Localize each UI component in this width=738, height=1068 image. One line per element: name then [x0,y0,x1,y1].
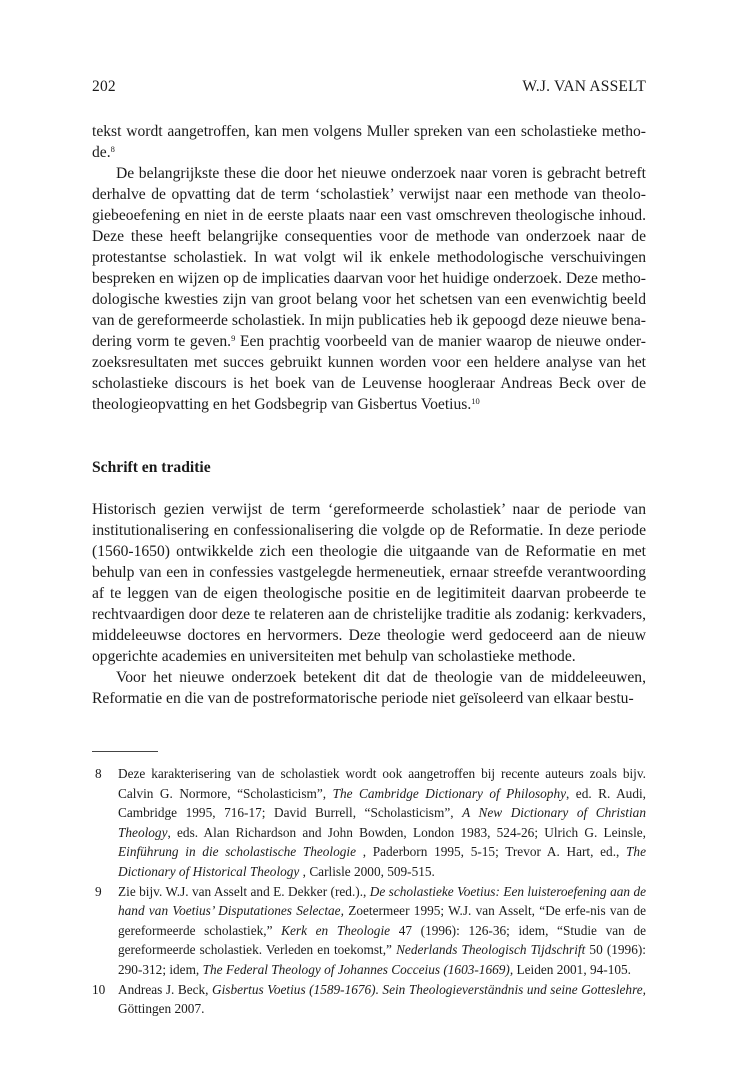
footnote-8 [92,764,646,882]
footnote-9 [92,882,646,980]
footnote-text: Andreas J. Beck, Gisbertus Voetius (1589-1676). Sein Theologieverständnis und seine Gotteslehre, Göttingen 2007. [118,981,646,1017]
running-header [92,78,646,98]
footnote-number: 8 [95,766,102,781]
footnote-10 [92,980,646,1019]
footnote-text: Zie bijv. W.J. van Asselt and E. Dekker (red.)., De scholastieke Voetius: Een luisteroefening aan de hand van Voetius’ Disputationes Selectae, Zoetermeer 1995; W.J. van Asselt, “De erfe-nis van de gereformeerde scholastiek,” Kerk en Theologie 47 (1996): 126-36; idem, “Studie van de gereformeerde scholastiek. Verleden en toekomst,” Nederlands Theologisch Tijdschrift 50 (1996): 290-312; idem, The Federal Theology of Johannes Cocceius (1603-1669), Leiden 2001, 94-105. [118,883,647,977]
section-heading: Schrift en traditie [92,459,211,476]
book-page [92,78,646,1019]
paragraph-2: De belangrijkste these die door het nieuwe onderzoek naar voren is gebracht betreft derhalve de opvatting dat de term ‘scholastiek’ verwijst naar een methode van theolo-giebeoefening en niet in de eerste plaats naar een vast omschreven theologische inhoud. Deze these heeft belangrijke consequenties voor de methode van onderzoek naar de protestantse scholastiek. In wat volgt wil ik enkele methodologische verschuivingen bespreken en wijzen op de implicaties daarvan voor het huidige onderzoek. Deze metho-dologische kwesties zijn van groot belang voor het schetsen van een evenwichtig beeld van de gereformeerde scholastiek. In mijn publicaties heb ik gepoogd deze nieuwe bena-dering vorm te geven.$^9$ Een prachtig voorbeeld van de manier waarop de nieuwe onder-zoeksresultaten met succes gebruikt kunnen worden voor een heldere analyse van het scholastieke discours is het boek van de Leuvense hoogleraar Andreas Beck over de theologieopvatting en het Godsbegrip van Gisbertus Voetius.$^{10}$ [92,165,646,413]
paragraph-1: tekst wordt aangetroffen, kan men volgens Muller spreken van een scholastieke metho-de.$^8$ [92,123,646,161]
page-number: 202 [92,78,116,95]
footnote-ref-10[interactable]: 10 [471,396,480,406]
body-text [92,121,646,709]
footnote-number: 10 [92,981,106,997]
running-title: W.J. VAN ASSELT [522,78,646,95]
footnote-number: 9 [95,883,102,899]
footnote-ref-9[interactable]: 9 [231,333,236,343]
paragraph-3: Historisch gezien verwijst de term ‘gereformeerde scholastiek’ naar de periode van institutionalisering en confessionalisering die volgde op de Reformatie. In deze periode (1560-1650) ontwikkelde zich een theologie die uitgaande van de Reformatie en met behulp van een in confessies vastgelegde hermeneutiek, ernaar streefde verantwoording af te leggen van de eigen theologische positie en de legitimiteit daarvan probeerde te rechtvaardigen door deze te relateren aan de christelijke traditie als zodanig: kerkvaders, middeleeuwse doctores en hervormers. Deze theologie werd gedoceerd aan de nieuw opgerichte academies en universiteiten met behulp van scholastieke methode. [92,501,646,665]
footnote-ref-8[interactable]: 8 [110,144,115,154]
paragraph-4: Voor het nieuwe onderzoek betekent dit dat de theologie van de middeleeuwen, Reformatie en die van de postreformatorische periode niet geïsoleerd van elkaar bestu- [92,669,646,707]
footnote-text: Deze karakterisering van de scholastiek wordt ook aangetroffen bij recente auteurs zoals bijv. Calvin G. Normore, “Scholasticism”, The Cambridge Dictionary of Philosophy, ed. R. Audi, Cambridge 1995, 716-17; David Burrell, “Scholasticism”, A New Dictionary of Christian Theology, eds. Alan Richardson and John Bowden, London 1983, 524-26; Ulrich G. Leinsle, Einführung in die scholastische Theologie , Paderborn 1995, 5-15; Trevor A. Hart, ed., The Dictionary of Historical Theology , Carlisle 2000, 509-515. [118,766,646,879]
footnote-divider [92,751,158,752]
footnotes [92,764,646,1019]
